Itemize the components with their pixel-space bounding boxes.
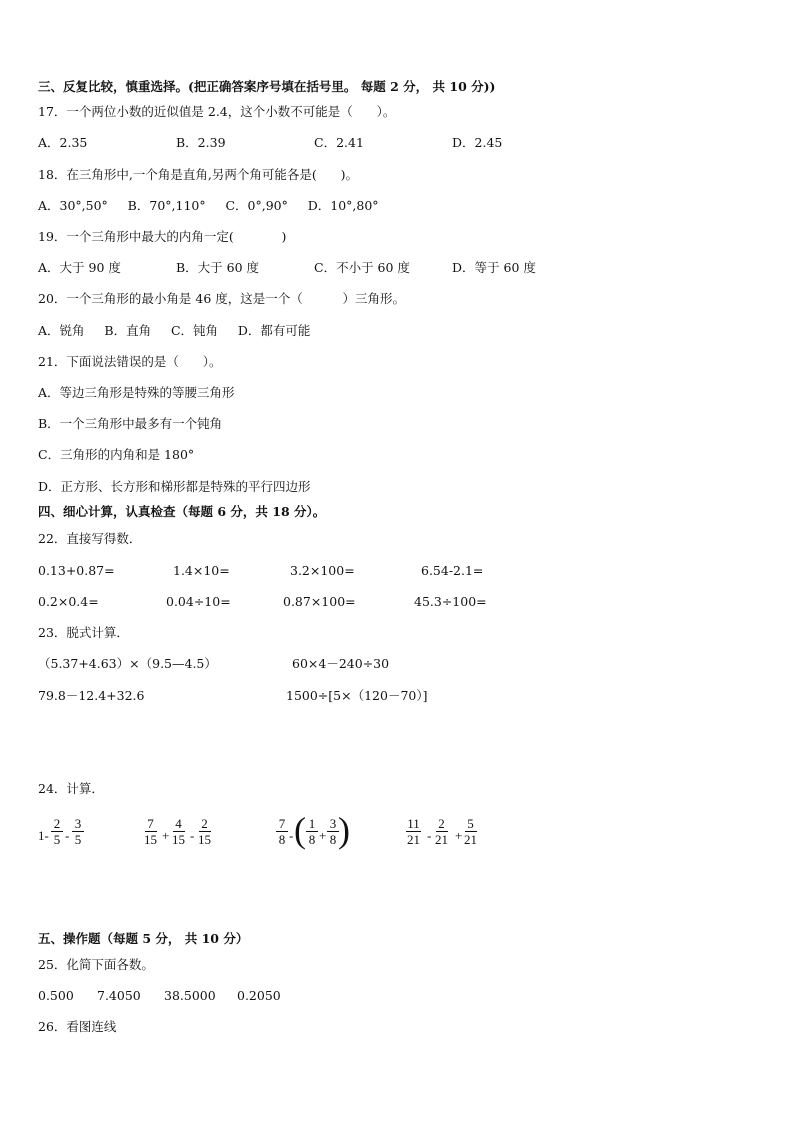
section4-title: 四、细心计算，认真检查（每题 6 分，共 18 分）。 xyxy=(38,504,326,519)
q17-option-b: B．2.39 xyxy=(176,135,226,150)
q17-option-c: C．2.41 xyxy=(314,135,364,150)
q24-e4-fraction: $\frac{11}{21}$ xyxy=(407,816,420,847)
q19-stem: 19．一个三角形中最大的内角一定( ) xyxy=(38,229,287,244)
q20-options: A．锐角 B．直角 C．钝角 D．都有可能 xyxy=(38,323,311,338)
q19-option-a: A．大于 90 度 xyxy=(38,260,121,275)
q25-item: 38.5000 xyxy=(164,988,216,1003)
q22-item: 0.2×0.4= xyxy=(38,594,99,609)
q25-item: 0.500 xyxy=(38,988,74,1003)
section3-title: 三、反复比较，慎重选择。(把正确答案序号填在括号里。 每题 2 分， 共 10 分)) xyxy=(38,79,496,94)
q24-e3-fraction: $\frac{3}{8}$ xyxy=(327,816,339,847)
q24-e2-fraction: $\frac{7}{15}$ xyxy=(144,816,157,847)
q19-option-c: C．不小于 60 度 xyxy=(314,260,410,275)
q24-e1-fraction: $\frac{2}{5}$ xyxy=(51,816,63,847)
q19-option-d: D．等于 60 度 xyxy=(452,260,536,275)
q18-stem: 18．在三角形中,一个角是直角,另两个角可能各是( )。 xyxy=(38,167,358,182)
q20-stem: 20．一个三角形的最小角是 46 度，这是一个（ ）三角形。 xyxy=(38,291,405,306)
q22-item: 45.3÷100= xyxy=(414,594,487,609)
q24-e4-operator: - xyxy=(427,828,432,843)
q22-item: 0.13+0.87= xyxy=(38,563,115,578)
q24-e2-fraction: $\frac{4}{15}$ xyxy=(172,816,185,847)
q17-option-a: A．2.35 xyxy=(38,135,88,150)
q24-e2-operator: - xyxy=(190,828,195,843)
q23-item: 60×4－240÷30 xyxy=(292,656,390,671)
q23-item: （5.37+4.63）×（9.5—4.5） xyxy=(38,656,217,671)
q26-stem: 26．看图连线 xyxy=(38,1019,117,1034)
q17-stem: 17．一个两位小数的近似值是 2.4，这个小数不可能是（ ）。 xyxy=(38,104,396,119)
q24-e1-fraction: $\frac{3}{5}$ xyxy=(72,816,84,847)
q22-item: 0.87×100= xyxy=(283,594,356,609)
q22-stem: 22．直接写得数． xyxy=(38,531,142,546)
q22-item: 6.54-2.1= xyxy=(421,563,484,578)
q23-stem: 23．脱式计算． xyxy=(38,625,129,640)
q22-item: 0.04÷10= xyxy=(166,594,231,609)
q22-item: 1.4×10= xyxy=(173,563,230,578)
q24-e3-fraction: $\frac{1}{8}$ xyxy=(306,816,318,847)
q21-option-b: B．一个三角形中最多有一个钝角 xyxy=(38,416,223,431)
q24-e4-fraction: $\frac{2}{21}$ xyxy=(435,816,448,847)
q21-option-a: A．等边三角形是特殊的等腰三角形 xyxy=(38,385,235,400)
q17-option-d: D．2.45 xyxy=(452,135,503,150)
q24-e1-lead: 1- xyxy=(38,828,49,843)
q24-e3-operator: - xyxy=(289,828,294,843)
q22-item: 3.2×100= xyxy=(290,563,355,578)
q25-item: 0.2050 xyxy=(237,988,281,1003)
q24-e1-operator: - xyxy=(65,828,70,843)
q24-e2-operator: + xyxy=(162,828,170,843)
q24-e3-operator: + xyxy=(319,828,327,843)
q23-item: 79.8－12.4+32.6 xyxy=(38,688,145,703)
section5-title: 五、操作题（每题 5 分， 共 10 分） xyxy=(38,931,249,946)
q18-options: A．30°,50° B．70°,110° C．0°,90° D．10°,80° xyxy=(38,198,379,213)
q23-item: 1500÷[5×（120－70）] xyxy=(286,688,428,703)
q24-e3-right-paren: ) xyxy=(338,810,350,850)
q24-e4-operator: + xyxy=(455,828,463,843)
q24-stem: 24．计算． xyxy=(38,781,104,796)
q24-e3-fraction: $\frac{7}{8}$ xyxy=(276,816,288,847)
q19-option-b: B．大于 60 度 xyxy=(176,260,260,275)
q21-option-c: C．三角形的内角和是 180° xyxy=(38,447,195,462)
q25-item: 7.4050 xyxy=(97,988,141,1003)
q24-e2-fraction: $\frac{2}{15}$ xyxy=(198,816,211,847)
q21-stem: 21．下面说法错误的是（ ）。 xyxy=(38,354,222,369)
q25-stem: 25．化简下面各数。 xyxy=(38,957,154,972)
q21-option-d: D．正方形、长方形和梯形都是特殊的平行四边形 xyxy=(38,479,311,494)
q24-e4-fraction: $\frac{5}{21}$ xyxy=(464,816,477,847)
q24-e3-left-paren: ( xyxy=(294,810,306,850)
